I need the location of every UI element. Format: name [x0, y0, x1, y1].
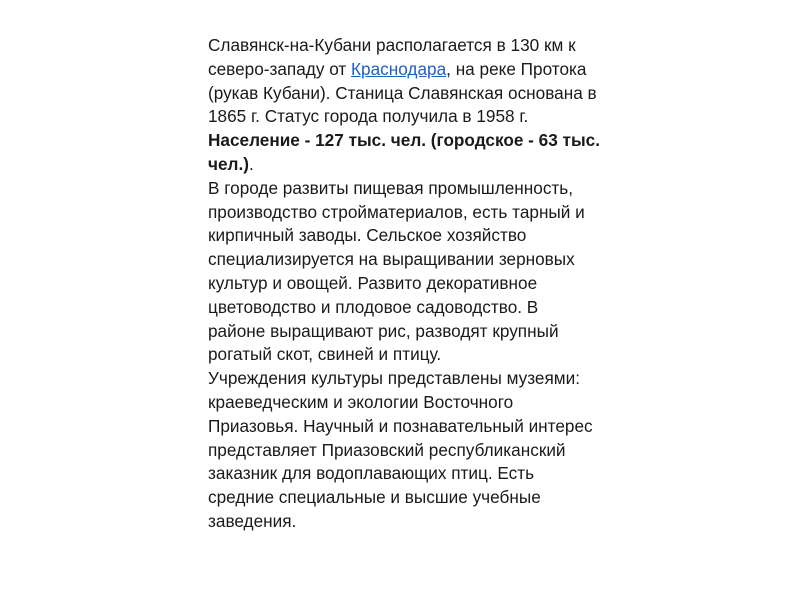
location-text: Славянск-на-Кубани располагается в 130 км к северо-западу от — [208, 35, 576, 79]
slide-text — [208, 34, 600, 534]
history-text: , на реке Протока (рукав Кубани). Станица Славянская основана в 1865 г. Статус города получила в 1958 г. — [208, 58, 597, 127]
population-text: Население - 127 тыс. чел. (городское - 63 тыс. чел.) — [208, 130, 600, 174]
paragraph-culture: Учреждения культуры представлены музеями: краеведческим и экологии Восточного Приазовья. Научный и познавательный интерес представляет Приазовский республиканский заказник для водоплавающих птиц. Есть средние специальные и высшие учебные заведения. — [208, 368, 593, 531]
paragraph-economy: В городе развиты пищевая промышленность, производство стройматериалов, есть тарный и кирпичный заводы. Сельское хозяйство специализируется на выращивании зерновых культур и овощей. Развито декоративное цветоводство и плодовое садоводство. В районе выращивают рис, разводят крупный рогатый скот, свиней и птицу. — [208, 177, 585, 365]
period-text: . — [248, 153, 254, 174]
paragraph-location — [208, 34, 600, 177]
krasnodar-link[interactable]: Краснодара — [351, 58, 447, 79]
